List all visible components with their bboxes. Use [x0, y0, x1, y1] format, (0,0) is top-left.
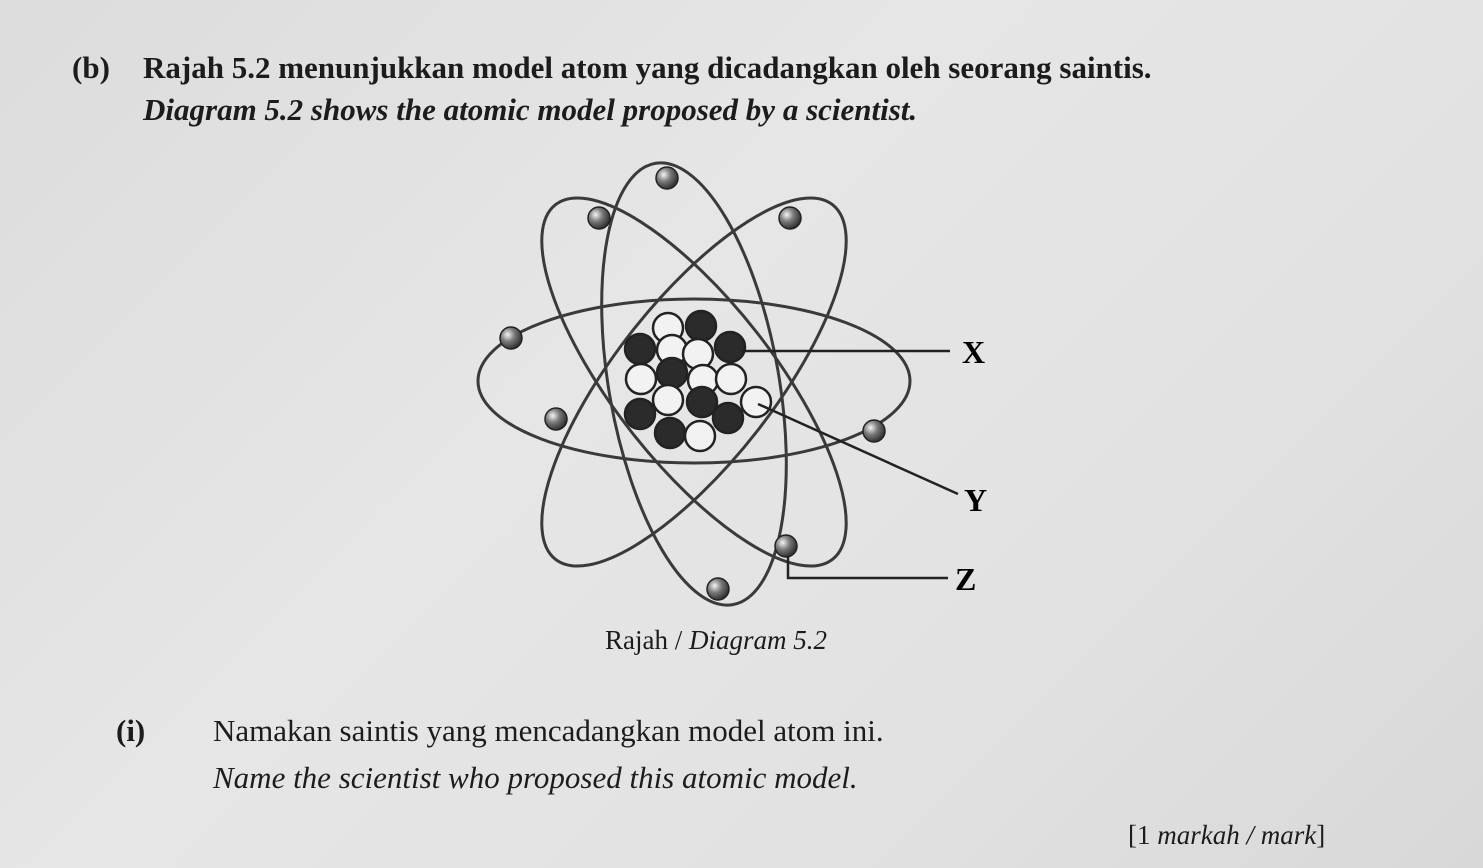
caption-english: Diagram 5.2: [688, 625, 827, 655]
nucleon-proton: [713, 403, 743, 433]
nucleon-proton: [715, 332, 745, 362]
question-malay: Namakan saintis yang mencadangkan model atom ini.: [213, 713, 884, 748]
nucleon-proton: [687, 387, 717, 417]
nucleon-proton: [686, 311, 716, 341]
electron: [656, 167, 678, 189]
question-english: Name the scientist who proposed this atomic model.: [213, 760, 858, 795]
nucleon-proton: [625, 334, 655, 364]
label-x: X: [962, 334, 986, 370]
diagram-caption: [605, 625, 827, 656]
label-pointers: [742, 351, 958, 578]
caption-malay: Rajah /: [605, 625, 689, 655]
electron: [775, 535, 797, 557]
question-number: (i): [116, 713, 146, 748]
electron: [500, 327, 522, 349]
stem-english: Diagram 5.2 shows the atomic model proposed by a scientist.: [143, 92, 918, 127]
nucleon-neutron: [653, 385, 683, 415]
electron: [588, 207, 610, 229]
electron: [779, 207, 801, 229]
pointer-y-line: [758, 404, 958, 494]
marks-open: [1: [1128, 820, 1158, 850]
electron: [863, 420, 885, 442]
electron: [707, 578, 729, 600]
label-y: Y: [964, 482, 988, 518]
marks-close: ]: [1316, 820, 1326, 850]
nucleus: [625, 311, 771, 451]
nucleon-neutron: [685, 421, 715, 451]
nucleon-neutron: [741, 387, 771, 417]
marks-text: markah / mark: [1157, 820, 1317, 850]
electron: [545, 408, 567, 430]
label-z: Z: [955, 561, 977, 597]
nucleon-proton: [655, 418, 685, 448]
nucleon-neutron: [683, 339, 713, 369]
nucleon-neutron: [626, 364, 656, 394]
nucleon-neutron: [716, 364, 746, 394]
stem-malay: Rajah 5.2 menunjukkan model atom yang dicadangkan oleh seorang saintis.: [143, 50, 1152, 85]
marks-allocation: [1128, 820, 1325, 851]
nucleon-proton: [625, 399, 655, 429]
part-label: (b): [72, 50, 110, 85]
nucleon-proton: [657, 358, 687, 388]
